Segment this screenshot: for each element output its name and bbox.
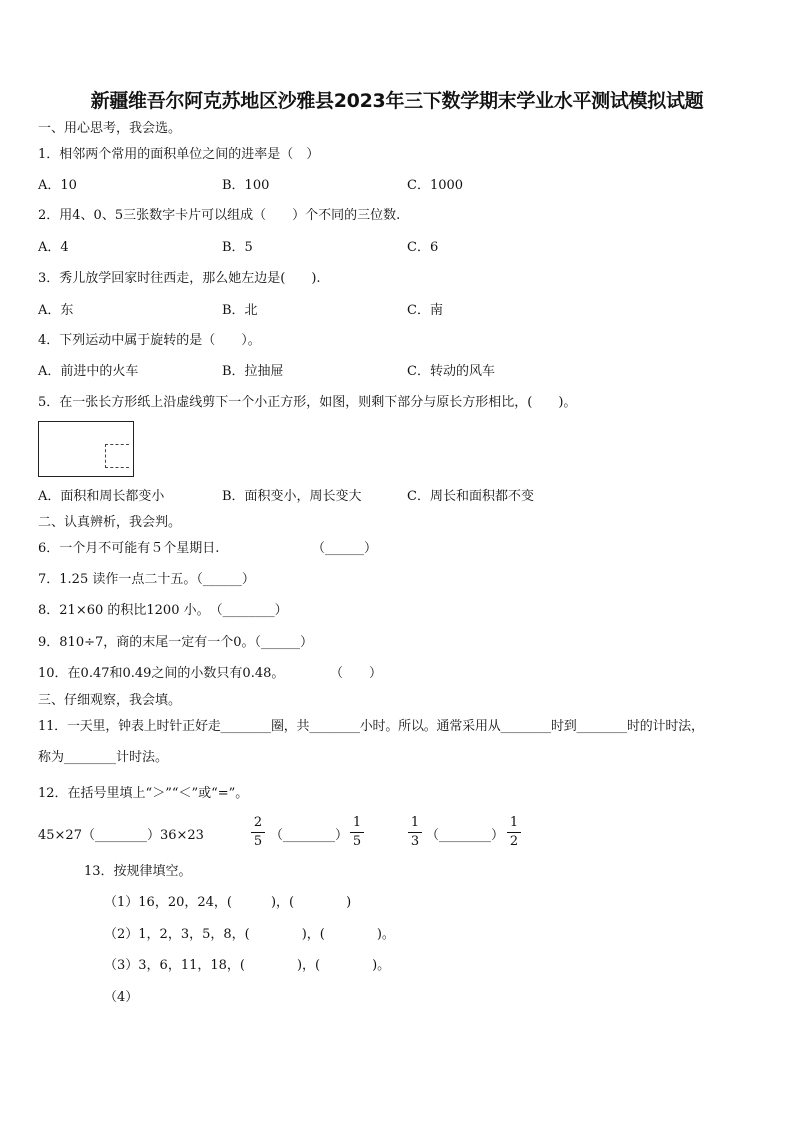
fraction-bar [507,832,521,833]
question-13-sub-3: （3）3，6，11，18，( )，( )。 [104,958,391,973]
question-5-option-b: B．面积变小，周长变大 [222,489,362,504]
question-5-text: 5．在一张长方形纸上沿虚线剪下一个小正方形，如图，则剩下部分与原长方形相比，( )。 [38,395,577,410]
fraction-numerator: 1 [509,815,519,830]
question-1-option-c: C．1000 [407,178,464,193]
fraction-bar [251,832,265,833]
question-3-option-b: B．北 [222,303,258,318]
question-11-line-1: 11．一天里，钟表上时针正好走________圈，共________小时。所以。通常采用从________时到________时的计时法， [38,719,704,734]
fraction-numerator: 1 [352,815,362,830]
question-12-blank-3: （________） [426,828,505,843]
question-4-text: 4．下列运动中属于旋转的是（ ）。 [38,333,261,348]
question-2-option-b: B．5 [222,240,253,255]
page-title: 新疆维吾尔阿克苏地区沙雅县2023年三下数学期末学业水平测试模拟试题 [90,90,704,112]
fraction-denominator: 5 [253,834,263,849]
dashed-square-cut [105,444,129,468]
fraction-bar [350,832,364,833]
question-4-option-c: C．转动的风车 [407,364,495,379]
fraction-one-third [408,816,422,849]
question-2-option-a: A．4 [38,240,69,255]
question-3-text: 3．秀儿放学回家时往西走，那么她左边是( ). [38,271,321,286]
question-10-text: 10．在0.47和0.49之间的小数只有0.48。 [38,666,285,681]
question-4-option-a: A．前进中的火车 [38,364,139,379]
fraction-numerator: 2 [253,815,263,830]
question-2-option-c: C．6 [407,240,439,255]
fraction-one-half [507,816,521,849]
fraction-bar [408,832,422,833]
question-12-blank-2: （________） [270,828,349,843]
fraction-denominator: 3 [410,834,420,849]
question-1-text: 1．相邻两个常用的面积单位之间的进率是（ ） [38,147,320,162]
fraction-denominator: 2 [509,834,519,849]
question-1-option-a: A．10 [38,178,77,193]
section-2-heading: 二、认真辨析，我会判。 [38,515,182,530]
fraction-numerator: 1 [410,815,420,830]
question-13-sub-1: （1）16，20，24，( )，( ) [104,895,352,910]
question-13-text: 13．按规律填空。 [84,864,192,879]
question-7-text: 7．1.25 读作一点二十五。（______） [38,572,255,587]
question-5-option-a: A．面积和周长都变小 [38,489,165,504]
fraction-two-fifths [251,816,265,849]
fraction-one-fifth [350,816,364,849]
question-3-option-c: C．南 [407,303,443,318]
section-1-heading: 一、用心思考，我会选。 [38,121,182,136]
rectangle-figure [38,421,134,477]
question-8-text: 8．21×60 的积比1200 小。 （________） [38,603,288,618]
question-13-sub-4: （4） [104,990,139,1005]
question-10-answer-blank: （ ） [330,666,383,681]
question-13-sub-2: （2）1，2，3，5，8，( )，( )。 [104,927,395,942]
question-4-option-b: B．拉抽屉 [222,364,284,379]
fraction-denominator: 5 [352,834,362,849]
question-6-answer-blank: （______） [312,541,378,556]
question-3-option-a: A．东 [38,303,74,318]
question-9-text: 9．810÷7，商的末尾一定有一个0。（______） [38,635,314,650]
question-11-line-2: 称为________计时法。 [38,750,169,765]
question-1-option-b: B．100 [222,178,270,193]
question-12-expression-1: 45×27（________）36×23 [38,828,204,843]
question-12-text: 12．在括号里填上“＞”“＜”或“=”。 [38,786,249,801]
question-6-text: 6．一个月不可能有５个星期日. [38,541,220,556]
question-5-option-c: C．周长和面积都不变 [407,489,534,504]
section-3-heading: 三、仔细观察，我会填。 [38,693,182,708]
question-2-text: 2．用4、0、5三张数字卡片可以组成（ ）个不同的三位数. [38,208,401,223]
